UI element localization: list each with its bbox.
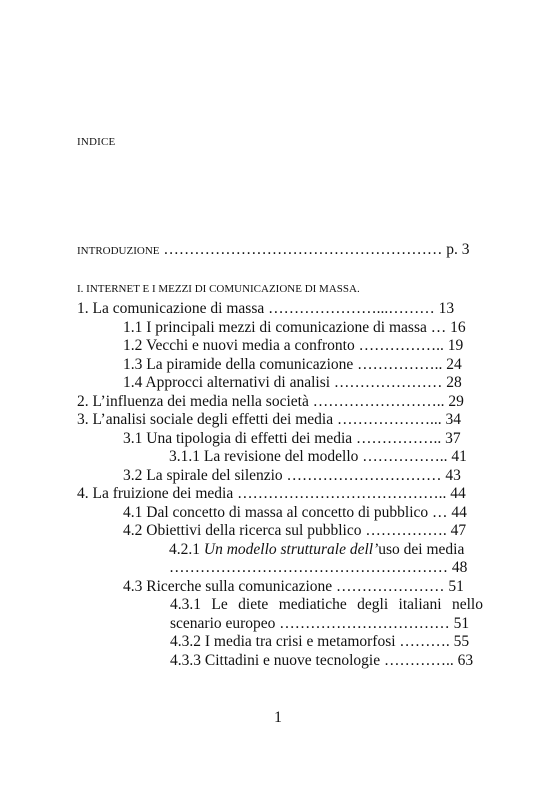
toc-entry-1-3: 1.3 La piramide della comunicazione …………….. 24 — [123, 356, 462, 373]
toc-entry-4-2-1 — [169, 540, 464, 560]
introduction-page: p. 3 — [446, 241, 470, 258]
introduction-label: INTRODUZIONE — [77, 245, 160, 257]
toc-introduction — [77, 241, 485, 259]
section-heading: I. INTERNET E I MEZZI DI COMUNICAZIONE DI MASSA. — [77, 283, 360, 295]
toc-entry-3-1-1: 3.1.1 La revisione del modello …………….. 41 — [169, 448, 467, 465]
toc-entry-3: 3. L’analisi sociale degli effetti dei media ………………... 34 — [77, 411, 461, 428]
toc-entry-3-1: 3.1 Una tipologia di effetti dei media …………….. 37 — [123, 430, 461, 447]
toc-entry-2: 2. L’influenza dei media nella società …………………….. 29 — [77, 393, 464, 410]
toc-entry-1-2: 1.2 Vecchi e nuovi media a confronto …………….. 19 — [123, 337, 464, 354]
page-number: 1 — [274, 709, 282, 726]
toc-entry-4-3: 4.3 Ricerche sulla comunicazione ………………… 51 — [123, 578, 464, 595]
toc-entry-3-2: 3.2 La spirale del silenzio ………………………… 43 — [123, 467, 461, 484]
toc-entry-4-2: 4.2 Obiettivi della ricerca sul pubblico ……………. 47 — [123, 522, 467, 539]
toc-entry-1-1: 1.1 I principali mezzi di comunicazione di massa … 16 — [123, 319, 466, 336]
toc-entry-4-3-1: 4.3.1 Le diete mediatiche degli italiani nello — [170, 596, 483, 613]
toc-entry-4-1: 4.1 Dal concetto di massa al concetto di pubblico … 44 — [123, 504, 467, 521]
toc-entry-4-2-1-cont: ……………………………………………… 48 — [169, 559, 468, 576]
entry-4-2-1-italic: Un modello strutturale dell’ — [203, 541, 379, 558]
entry-4-2-1-rest: uso dei media — [378, 541, 465, 558]
toc-entry-4-3-2: 4.3.2 I media tra crisi e metamorfosi ………. 55 — [170, 633, 470, 650]
toc-entry-4-3-1-cont: scenario europeo …………………………… 51 — [170, 615, 470, 632]
toc-entry-4: 4. La fruizione dei media ………………………………….. 44 — [77, 485, 466, 502]
index-heading: INDICE — [77, 136, 116, 148]
introduction-dots: ……………………………………………… — [159, 241, 447, 258]
entry-4-2-1-number: 4.2.1 — [169, 541, 204, 558]
toc-entry-4-3-3: 4.3.3 Cittadini e nuove tecnologie ………….. 63 — [170, 652, 474, 669]
toc-entry-1: 1. La comunicazione di massa …………………...……… 13 — [77, 300, 455, 317]
toc-entry-1-4: 1.4 Approcci alternativi di analisi ………………… 28 — [123, 374, 462, 391]
